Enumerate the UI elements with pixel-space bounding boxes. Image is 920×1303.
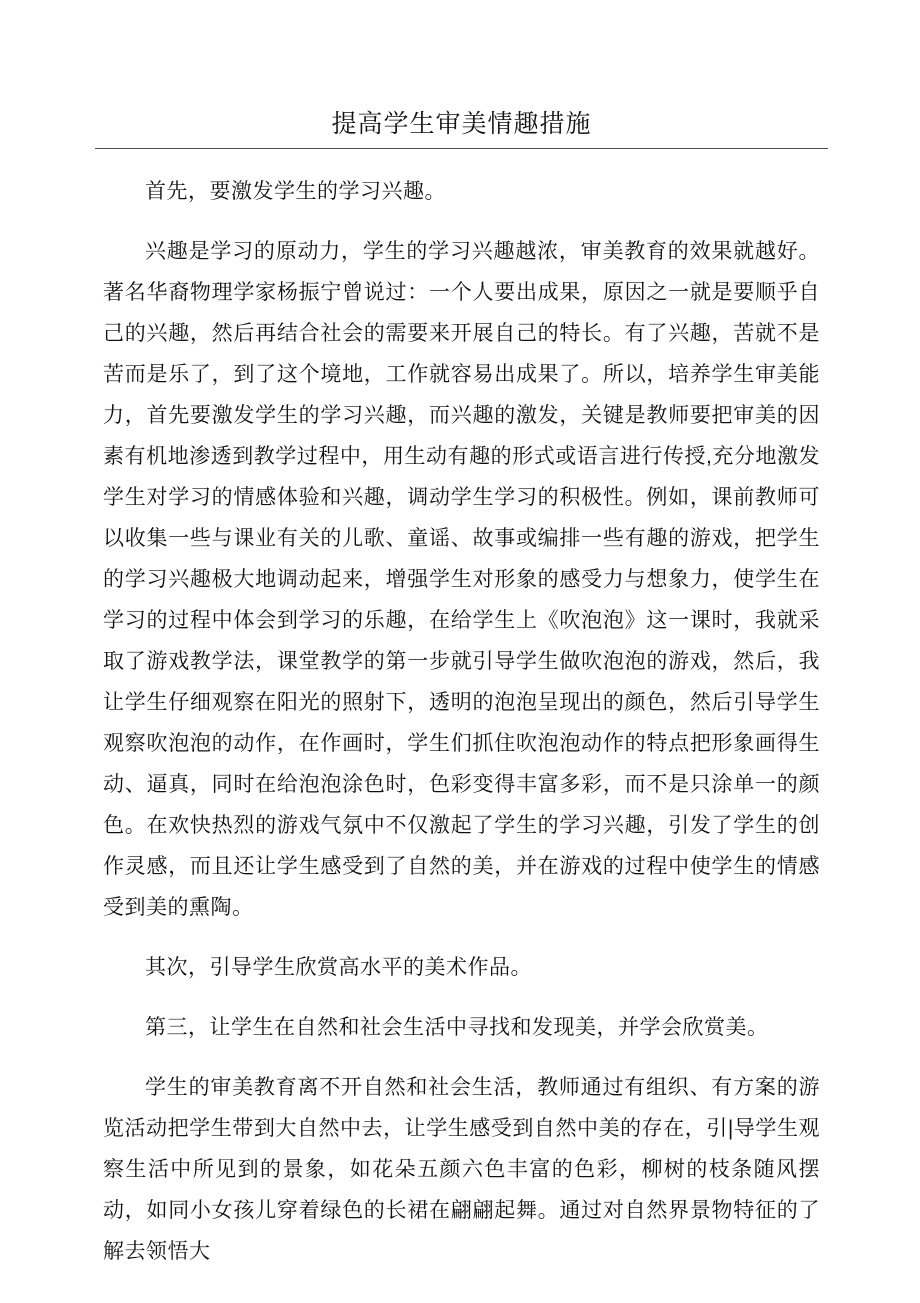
paragraph-third-point: 第三，让学生在自然和社会生活中寻找和发现美，并学会欣赏美。 [145, 1016, 769, 1039]
paragraph-interest: 兴趣是学习的原动力，学生的学习兴趣越浓，审美教育的效果就越好。著名华裔物理学家杨振宁曾说过：一个人要出成果，原因之一就是要顺乎自己的兴趣，然后再结合社会的需要来开展自己的特长。有了兴趣，苦就不是苦而是乐了，到了这个境地，工作就容易出成果了。所以，培养学生审美能力，首先要激发学生的学习兴趣，而兴趣的激发，关键是教师要把审美的因素有机地渗透到教学过程中，用生动有趣的形式或语言进行传授,充分地激发学生对学习的情感体验和兴趣，调动学生学习的积极性。例如，课前教师可以收集一些与课业有关的儿歌、童谣、故事或编排一些有趣的游戏，把学生的学习兴趣极大地调动起来，增强学生对形象的感受力与想象力，使学生在学习的过程中体会到学习的乐趣，在给学生上《吹泡泡》这一课时，我就采取了游戏教学法，课堂教学的第一步就引导学生做吹泡泡的游戏，然后，我让学生仔细观察在阳光的照射下，透明的泡泡呈现出的颜色，然后引导学生观察吹泡泡的动作，在作画时，学生们抓住吹泡泡动作的特点把形象画得生动、逼真，同时在给泡泡涂色时，色彩变得丰富多彩，而不是只涂单一的颜色。在欢快热烈的游戏气氛中不仅激起了学生的学习兴趣，引发了学生的创作灵感，而且还让学生感受到了自然的美，并在游戏的过程中使学生的情感受到美的熏陶。 [103, 240, 820, 919]
paragraph-intro: 首先，要激发学生的学习兴趣。 [145, 180, 446, 203]
document-title: 提高学生审美情趣措施 [95, 108, 828, 149]
paragraph-second-point: 其次，引导学生欣赏高水平的美术作品。 [145, 956, 532, 979]
paragraph-nature-education: 学生的审美教育离不开自然和社会生活，教师通过有组织、有方案的游览活动把学生带到大自然中去，让学生感受到自然中美的存在，引|导学生观察生活中所见到的景象，如花朵五颜六色丰富的色彩，柳树的枝条随风摆动，如同小女孩儿穿着绿色的长裙在翩翩起舞。通过对自然界景物特征的了解去领悟大 [103, 1076, 820, 1263]
document-body [103, 171, 820, 1272]
